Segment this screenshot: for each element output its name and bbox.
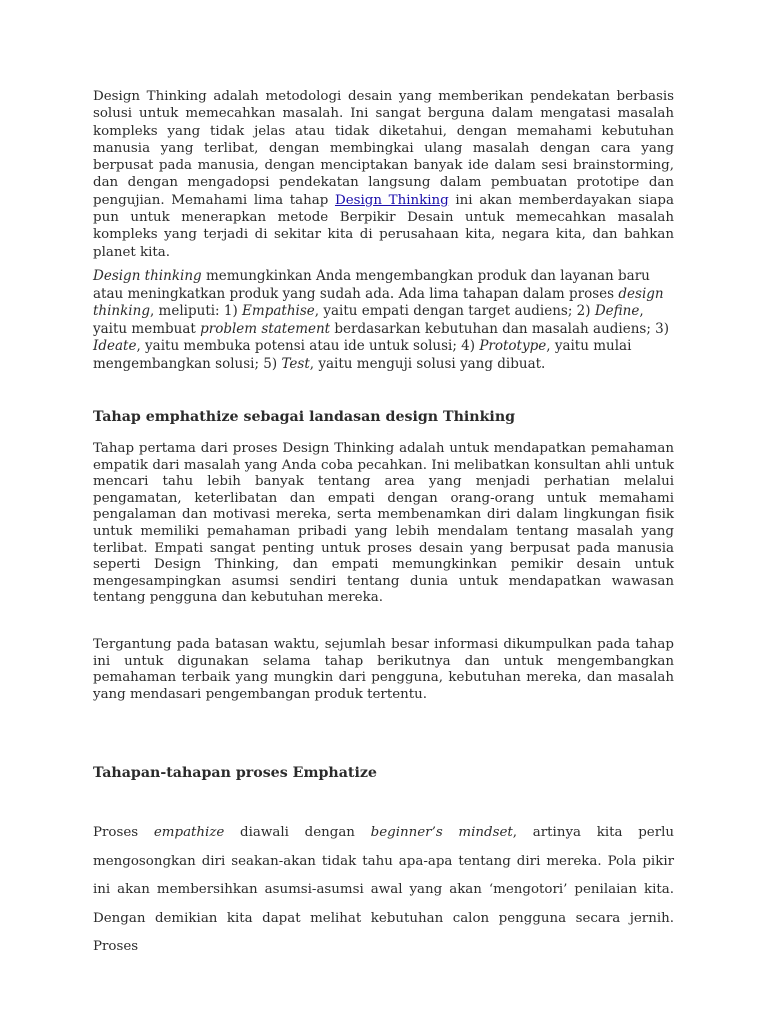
stages-text-16: , yaitu menguji solusi yang dibuat.	[309, 355, 546, 372]
process-text-4: beginner’s mindset	[370, 825, 513, 840]
stages-paragraph	[93, 268, 674, 373]
intro-text-before-link: Design Thinking adalah metodologi desain yang memberikan pendekatan berbasis solusi untuk memecahkan masalah. Ini sangat berguna dalam mengatasi masalah kompleks yang tidak jelas atau tidak diketahui, dengan memahami kebutuhan manusia yang terlibat, dengan membingkai ulang masalah dengan cara yang berpusat pada manusia, dengan menciptakan banyak ide dalam sesi brainstorming, dan dengan mengadopsi pendekatan langsung dalam pembuatan prototipe dan pengujian. Memahami lima tahap	[93, 89, 674, 208]
empathize-paragraph-2: Tergantung pada batasan waktu, sejumlah besar informasi dikumpulkan pada tahap ini untuk digunakan selama tahap berikutnya dan untuk mengembangkan pemahaman terbaik yang mungkin dari pengguna, kebutuhan mereka, dan masalah yang mendasari pengembangan produk tertentu.	[93, 637, 674, 702]
process-text-2: empathize	[153, 825, 225, 840]
process-text-1: Proses	[93, 825, 154, 840]
stages-text-10: berdasarkan kebutuhan dan masalah audiens; 3)	[330, 320, 670, 337]
section-heading-empathize: Tahap emphathize sebagai landasan design Thinking	[93, 409, 516, 425]
stages-text-9: problem statement	[200, 320, 331, 337]
empathize-process-paragraph	[93, 819, 674, 962]
stages-text-1: Design thinking	[93, 268, 202, 284]
stages-text-7: Define	[594, 303, 640, 319]
stages-text-8: , yaitu membuat	[93, 303, 644, 337]
intro-paragraph	[93, 88, 674, 261]
stages-text-11: Ideate	[93, 338, 137, 354]
stages-text-2: memungkinkan Anda mengembangkan produk dan layanan baru atau meningkatkan produk yang sudah ada. Ada lima tahapan dalam proses	[93, 268, 650, 302]
empathize-paragraph-1: Tahap pertama dari proses Design Thinking adalah untuk mendapatkan pemahaman empatik dari masalah yang Anda coba pecahkan. Ini melibatkan konsultan ahli untuk mencari tahu lebih banyak tentang area yang menjadi perhatian melalui pengamatan, keterlibatan dan empati dengan orang-orang untuk memahami pengalaman dan motivasi mereka, serta membenamkan diri dalam lingkungan fisik untuk memiliki pemahaman pribadi yang lebih mendalam tentang masalah yang terlibat. Empati sangat penting untuk proses desain yang berpusat pada manusia seperti Design Thinking, dan empati memungkinkan pemikir desain untuk mengesampingkan asumsi sendiri tentang dunia untuk mendapatkan wawasan tentang pengguna dan kebutuhan mereka.	[93, 441, 674, 606]
stages-text-12: , yaitu membuka potensi atau ide untuk solusi; 4)	[136, 338, 480, 354]
design-thinking-link[interactable]: Design Thinking	[334, 192, 449, 208]
process-text-5: , artinya kita perlu mengosongkan diri seakan-akan tidak tahu apa-apa tentang diri mereka. Pola pikir ini akan membersihkan asumsi-asumsi awal yang akan ‘mengotori’ penilaian kita. Dengan demikian kita dapat melihat kebutuhan calon pengguna secara jernih. Proses	[93, 825, 675, 954]
stages-text-13: Prototype	[479, 338, 547, 354]
stages-text-6: , yaitu empati dengan target audiens; 2)	[314, 303, 595, 319]
stages-text-14: , yaitu mulai mengembangkan solusi; 5)	[93, 338, 632, 372]
section-heading-empathize-stages: Tahapan-tahapan proses Emphatize	[93, 765, 377, 781]
stages-text-4: , meliputi: 1)	[149, 303, 243, 319]
intro-text-after-link: ini akan memberdayakan siapa pun untuk menerapkan metode Berpikir Desain untuk memecahkan masalah kompleks yang terjadi di sekitar kita di perusahaan kita, negara kita, dan bahkan planet kita.	[93, 192, 674, 260]
process-text-3: diawali dengan	[224, 825, 371, 840]
stages-text-5: Empathise	[242, 303, 315, 319]
stages-text-15: Test	[281, 355, 310, 372]
stages-text-3: design thinking	[93, 285, 664, 319]
